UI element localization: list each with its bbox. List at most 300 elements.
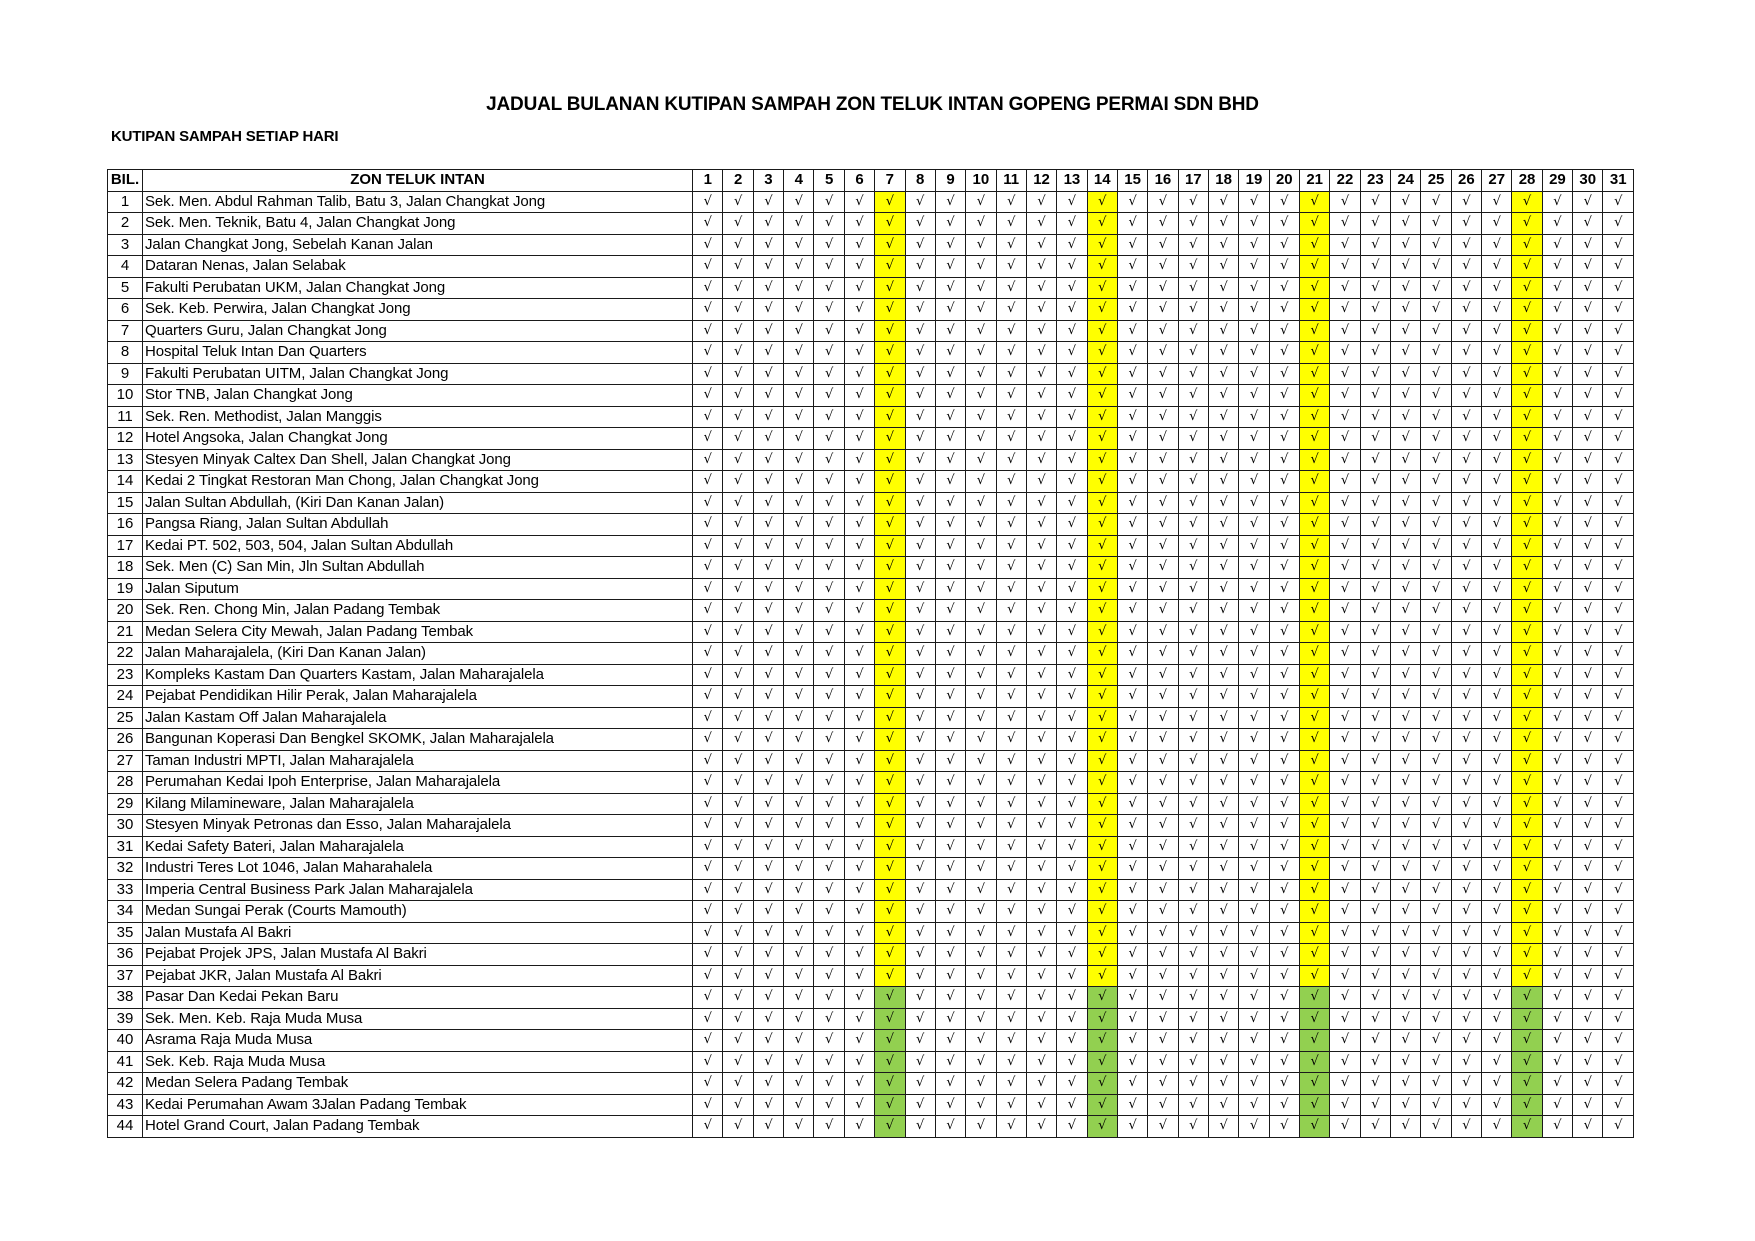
check-mark-icon: √ [1542,256,1572,278]
check-mark-icon: √ [814,879,844,901]
check-mark-icon: √ [844,1094,874,1116]
check-mark-icon: √ [1239,815,1269,837]
check-mark-icon: √ [1451,664,1481,686]
check-mark-icon: √ [1148,385,1178,407]
check-mark-icon: √ [1451,836,1481,858]
check-mark-icon: √ [966,299,996,321]
check-mark-icon: √ [1208,793,1238,815]
check-mark-icon: √ [1542,901,1572,923]
check-mark-icon: √ [1239,428,1269,450]
check-mark-icon: √ [723,836,753,858]
check-mark-icon: √ [996,277,1026,299]
check-mark-icon: √ [1148,901,1178,923]
check-mark-icon: √ [1391,191,1421,213]
check-mark-icon: √ [1239,600,1269,622]
check-mark-icon: √ [875,965,905,987]
document-subtitle: KUTIPAN SAMPAH SETIAP HARI [111,128,339,145]
check-mark-icon: √ [1421,320,1451,342]
check-mark-icon: √ [753,922,783,944]
check-mark-icon: √ [693,922,723,944]
check-mark-icon: √ [1299,514,1329,536]
check-mark-icon: √ [996,234,1026,256]
check-mark-icon: √ [1391,879,1421,901]
check-mark-icon: √ [1178,492,1208,514]
check-mark-icon: √ [1542,514,1572,536]
check-mark-icon: √ [723,922,753,944]
check-mark-icon: √ [966,858,996,880]
check-mark-icon: √ [1208,449,1238,471]
table-row [108,922,1634,944]
check-mark-icon: √ [1117,1094,1147,1116]
check-mark-icon: √ [1178,1073,1208,1095]
check-mark-icon: √ [1178,686,1208,708]
check-mark-icon: √ [1391,664,1421,686]
check-mark-icon: √ [723,234,753,256]
check-mark-icon: √ [1330,1116,1360,1138]
check-mark-icon: √ [784,320,814,342]
check-mark-icon: √ [935,1051,965,1073]
row-number: 42 [108,1073,143,1095]
check-mark-icon: √ [723,664,753,686]
check-mark-icon: √ [784,406,814,428]
check-mark-icon: √ [1117,772,1147,794]
check-mark-icon: √ [875,1116,905,1138]
row-number: 1 [108,191,143,213]
header-day-4: 4 [784,170,814,192]
check-mark-icon: √ [1087,535,1117,557]
check-mark-icon: √ [1542,686,1572,708]
table-row [108,750,1634,772]
check-mark-icon: √ [935,557,965,579]
check-mark-icon: √ [1421,213,1451,235]
check-mark-icon: √ [935,320,965,342]
row-number: 38 [108,987,143,1009]
check-mark-icon: √ [844,836,874,858]
check-mark-icon: √ [1330,600,1360,622]
check-mark-icon: √ [723,406,753,428]
check-mark-icon: √ [966,793,996,815]
check-mark-icon: √ [1542,578,1572,600]
check-mark-icon: √ [1087,557,1117,579]
check-mark-icon: √ [784,987,814,1009]
check-mark-icon: √ [1603,385,1634,407]
check-mark-icon: √ [996,363,1026,385]
check-mark-icon: √ [1573,772,1603,794]
check-mark-icon: √ [1239,277,1269,299]
check-mark-icon: √ [1451,987,1481,1009]
check-mark-icon: √ [1087,879,1117,901]
check-mark-icon: √ [753,1030,783,1052]
check-mark-icon: √ [723,1008,753,1030]
check-mark-icon: √ [1421,944,1451,966]
check-mark-icon: √ [1542,707,1572,729]
check-mark-icon: √ [1573,836,1603,858]
check-mark-icon: √ [753,342,783,364]
check-mark-icon: √ [1482,277,1512,299]
check-mark-icon: √ [1603,406,1634,428]
check-mark-icon: √ [1573,621,1603,643]
check-mark-icon: √ [1057,772,1087,794]
check-mark-icon: √ [1421,342,1451,364]
check-mark-icon: √ [1360,922,1390,944]
check-mark-icon: √ [935,428,965,450]
check-mark-icon: √ [935,750,965,772]
check-mark-icon: √ [1512,750,1542,772]
check-mark-icon: √ [693,299,723,321]
check-mark-icon: √ [1208,299,1238,321]
table-row [108,277,1634,299]
check-mark-icon: √ [1482,514,1512,536]
check-mark-icon: √ [1360,213,1390,235]
check-mark-icon: √ [905,664,935,686]
check-mark-icon: √ [1391,772,1421,794]
check-mark-icon: √ [1087,1008,1117,1030]
check-mark-icon: √ [1057,858,1087,880]
check-mark-icon: √ [1178,621,1208,643]
check-mark-icon: √ [1512,471,1542,493]
check-mark-icon: √ [935,471,965,493]
header-row [108,170,1634,192]
check-mark-icon: √ [784,600,814,622]
row-number: 15 [108,492,143,514]
check-mark-icon: √ [844,1116,874,1138]
header-day-27: 27 [1482,170,1512,192]
check-mark-icon: √ [1330,621,1360,643]
check-mark-icon: √ [1360,944,1390,966]
check-mark-icon: √ [1057,471,1087,493]
check-mark-icon: √ [1117,879,1147,901]
check-mark-icon: √ [1299,729,1329,751]
check-mark-icon: √ [1208,578,1238,600]
check-mark-icon: √ [935,836,965,858]
check-mark-icon: √ [935,342,965,364]
check-mark-icon: √ [1421,535,1451,557]
check-mark-icon: √ [1026,815,1056,837]
check-mark-icon: √ [1178,987,1208,1009]
check-mark-icon: √ [1026,320,1056,342]
check-mark-icon: √ [1330,578,1360,600]
check-mark-icon: √ [966,643,996,665]
check-mark-icon: √ [1360,234,1390,256]
check-mark-icon: √ [1330,793,1360,815]
check-mark-icon: √ [1057,750,1087,772]
check-mark-icon: √ [1239,879,1269,901]
check-mark-icon: √ [1269,213,1299,235]
check-mark-icon: √ [1057,191,1087,213]
check-mark-icon: √ [814,664,844,686]
check-mark-icon: √ [753,449,783,471]
check-mark-icon: √ [1542,664,1572,686]
check-mark-icon: √ [966,1073,996,1095]
check-mark-icon: √ [1573,965,1603,987]
table-row [108,836,1634,858]
zone-location: Kedai Safety Bateri, Jalan Maharajalela [143,836,693,858]
check-mark-icon: √ [966,492,996,514]
check-mark-icon: √ [875,643,905,665]
check-mark-icon: √ [693,1116,723,1138]
check-mark-icon: √ [1573,1051,1603,1073]
check-mark-icon: √ [1330,363,1360,385]
check-mark-icon: √ [1087,1030,1117,1052]
check-mark-icon: √ [723,342,753,364]
zone-location: Pejabat Pendidikan Hilir Perak, Jalan Maharajalela [143,686,693,708]
check-mark-icon: √ [1087,600,1117,622]
zone-location: Dataran Nenas, Jalan Selabak [143,256,693,278]
check-mark-icon: √ [1573,879,1603,901]
table-row [108,191,1634,213]
check-mark-icon: √ [723,1051,753,1073]
check-mark-icon: √ [935,213,965,235]
check-mark-icon: √ [1482,1008,1512,1030]
check-mark-icon: √ [1299,557,1329,579]
check-mark-icon: √ [1117,643,1147,665]
check-mark-icon: √ [996,1094,1026,1116]
check-mark-icon: √ [996,793,1026,815]
check-mark-icon: √ [1208,729,1238,751]
check-mark-icon: √ [1087,965,1117,987]
check-mark-icon: √ [905,729,935,751]
check-mark-icon: √ [1087,858,1117,880]
check-mark-icon: √ [1360,191,1390,213]
check-mark-icon: √ [1391,1008,1421,1030]
check-mark-icon: √ [1299,965,1329,987]
check-mark-icon: √ [1239,492,1269,514]
table-row [108,815,1634,837]
table-body [108,191,1634,1137]
check-mark-icon: √ [784,965,814,987]
check-mark-icon: √ [723,492,753,514]
check-mark-icon: √ [905,213,935,235]
table-row [108,1094,1634,1116]
check-mark-icon: √ [1421,1116,1451,1138]
check-mark-icon: √ [1208,944,1238,966]
check-mark-icon: √ [844,686,874,708]
check-mark-icon: √ [996,385,1026,407]
check-mark-icon: √ [935,535,965,557]
check-mark-icon: √ [1603,449,1634,471]
check-mark-icon: √ [905,385,935,407]
check-mark-icon: √ [935,664,965,686]
check-mark-icon: √ [814,277,844,299]
check-mark-icon: √ [1542,557,1572,579]
table-row [108,772,1634,794]
zone-location: Jalan Siputum [143,578,693,600]
check-mark-icon: √ [1421,191,1451,213]
check-mark-icon: √ [935,729,965,751]
check-mark-icon: √ [875,256,905,278]
check-mark-icon: √ [996,815,1026,837]
check-mark-icon: √ [1360,707,1390,729]
check-mark-icon: √ [935,643,965,665]
check-mark-icon: √ [1512,707,1542,729]
check-mark-icon: √ [1421,299,1451,321]
check-mark-icon: √ [1451,922,1481,944]
zone-location: Perumahan Kedai Ipoh Enterprise, Jalan Maharajalela [143,772,693,794]
check-mark-icon: √ [996,922,1026,944]
check-mark-icon: √ [1269,836,1299,858]
check-mark-icon: √ [1603,750,1634,772]
check-mark-icon: √ [1542,385,1572,407]
check-mark-icon: √ [1451,578,1481,600]
check-mark-icon: √ [905,363,935,385]
check-mark-icon: √ [1026,557,1056,579]
check-mark-icon: √ [1057,1094,1087,1116]
check-mark-icon: √ [1178,901,1208,923]
check-mark-icon: √ [1148,1073,1178,1095]
check-mark-icon: √ [814,363,844,385]
check-mark-icon: √ [875,234,905,256]
zone-location: Kompleks Kastam Dan Quarters Kastam, Jalan Maharajalela [143,664,693,686]
check-mark-icon: √ [966,621,996,643]
check-mark-icon: √ [1360,1051,1390,1073]
check-mark-icon: √ [723,320,753,342]
table-row [108,1073,1634,1095]
check-mark-icon: √ [753,944,783,966]
check-mark-icon: √ [1603,492,1634,514]
check-mark-icon: √ [1087,234,1117,256]
check-mark-icon: √ [1026,600,1056,622]
check-mark-icon: √ [875,1008,905,1030]
check-mark-icon: √ [1026,191,1056,213]
check-mark-icon: √ [1299,944,1329,966]
check-mark-icon: √ [814,471,844,493]
check-mark-icon: √ [1542,299,1572,321]
check-mark-icon: √ [814,406,844,428]
check-mark-icon: √ [753,707,783,729]
check-mark-icon: √ [1451,944,1481,966]
check-mark-icon: √ [1451,1116,1481,1138]
check-mark-icon: √ [1391,944,1421,966]
check-mark-icon: √ [1603,363,1634,385]
check-mark-icon: √ [1299,277,1329,299]
check-mark-icon: √ [905,750,935,772]
check-mark-icon: √ [844,772,874,794]
check-mark-icon: √ [1573,987,1603,1009]
check-mark-icon: √ [905,815,935,837]
check-mark-icon: √ [875,1030,905,1052]
check-mark-icon: √ [1026,1094,1056,1116]
check-mark-icon: √ [1360,836,1390,858]
check-mark-icon: √ [905,707,935,729]
check-mark-icon: √ [1057,428,1087,450]
zone-location: Pasar Dan Kedai Pekan Baru [143,987,693,1009]
check-mark-icon: √ [1117,1073,1147,1095]
check-mark-icon: √ [753,815,783,837]
check-mark-icon: √ [1087,385,1117,407]
check-mark-icon: √ [996,1008,1026,1030]
check-mark-icon: √ [1087,514,1117,536]
header-day-28: 28 [1512,170,1542,192]
check-mark-icon: √ [1239,1094,1269,1116]
check-mark-icon: √ [1269,406,1299,428]
zone-location: Hospital Teluk Intan Dan Quarters [143,342,693,364]
check-mark-icon: √ [1299,578,1329,600]
check-mark-icon: √ [1269,449,1299,471]
check-mark-icon: √ [784,1073,814,1095]
check-mark-icon: √ [1269,557,1299,579]
check-mark-icon: √ [1330,191,1360,213]
check-mark-icon: √ [905,922,935,944]
check-mark-icon: √ [1482,299,1512,321]
check-mark-icon: √ [1360,901,1390,923]
check-mark-icon: √ [1391,707,1421,729]
check-mark-icon: √ [1178,535,1208,557]
check-mark-icon: √ [844,578,874,600]
check-mark-icon: √ [1269,320,1299,342]
check-mark-icon: √ [1178,320,1208,342]
check-mark-icon: √ [1057,363,1087,385]
check-mark-icon: √ [1299,1030,1329,1052]
row-number: 26 [108,729,143,751]
check-mark-icon: √ [1573,342,1603,364]
check-mark-icon: √ [1117,578,1147,600]
check-mark-icon: √ [1573,363,1603,385]
check-mark-icon: √ [1542,535,1572,557]
check-mark-icon: √ [1391,535,1421,557]
check-mark-icon: √ [1178,750,1208,772]
check-mark-icon: √ [1117,621,1147,643]
check-mark-icon: √ [905,342,935,364]
check-mark-icon: √ [1542,1094,1572,1116]
check-mark-icon: √ [935,707,965,729]
check-mark-icon: √ [1299,342,1329,364]
check-mark-icon: √ [935,879,965,901]
table-row [108,1008,1634,1030]
table-row [108,342,1634,364]
check-mark-icon: √ [1269,858,1299,880]
check-mark-icon: √ [1512,449,1542,471]
check-mark-icon: √ [1542,449,1572,471]
check-mark-icon: √ [1239,621,1269,643]
check-mark-icon: √ [1208,1094,1238,1116]
check-mark-icon: √ [1239,1030,1269,1052]
check-mark-icon: √ [875,707,905,729]
check-mark-icon: √ [1603,944,1634,966]
check-mark-icon: √ [723,707,753,729]
check-mark-icon: √ [1148,1116,1178,1138]
check-mark-icon: √ [1330,987,1360,1009]
check-mark-icon: √ [905,793,935,815]
check-mark-icon: √ [844,664,874,686]
check-mark-icon: √ [1299,213,1329,235]
check-mark-icon: √ [1512,514,1542,536]
check-mark-icon: √ [1482,944,1512,966]
check-mark-icon: √ [1542,1030,1572,1052]
check-mark-icon: √ [814,815,844,837]
check-mark-icon: √ [1026,1030,1056,1052]
check-mark-icon: √ [1451,858,1481,880]
check-mark-icon: √ [1057,213,1087,235]
check-mark-icon: √ [1451,191,1481,213]
check-mark-icon: √ [935,901,965,923]
table-row [108,664,1634,686]
check-mark-icon: √ [1573,385,1603,407]
check-mark-icon: √ [1573,922,1603,944]
check-mark-icon: √ [966,514,996,536]
check-mark-icon: √ [1573,492,1603,514]
check-mark-icon: √ [1451,1008,1481,1030]
check-mark-icon: √ [1573,750,1603,772]
table-row [108,299,1634,321]
check-mark-icon: √ [935,363,965,385]
check-mark-icon: √ [1239,514,1269,536]
check-mark-icon: √ [1087,772,1117,794]
check-mark-icon: √ [875,277,905,299]
check-mark-icon: √ [1330,965,1360,987]
check-mark-icon: √ [1269,535,1299,557]
check-mark-icon: √ [1360,750,1390,772]
check-mark-icon: √ [1421,1008,1451,1030]
